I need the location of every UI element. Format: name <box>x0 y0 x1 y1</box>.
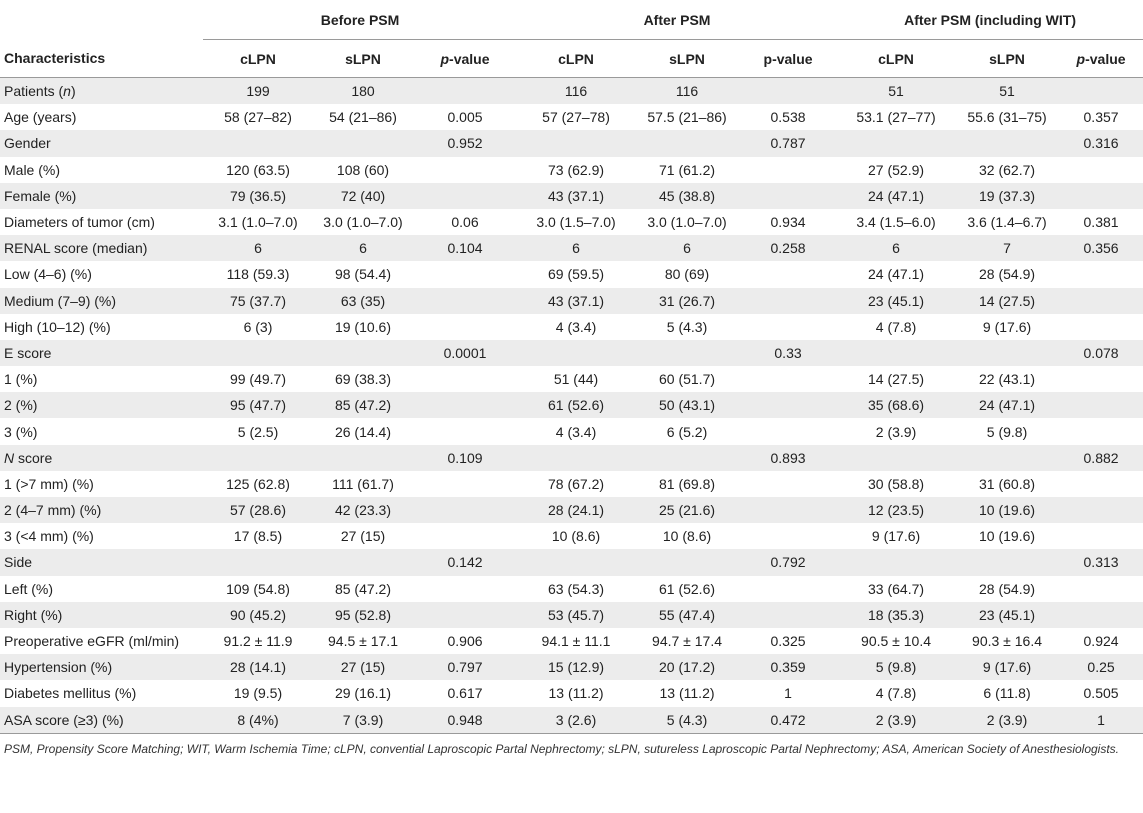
table-cell: 73 (62.9) <box>517 157 635 183</box>
row-label: Gender <box>0 130 203 156</box>
table-cell: 2 (3.9) <box>837 418 955 444</box>
row-label: 1 (>7 mm) (%) <box>0 471 203 497</box>
table-cell: 57 (27–78) <box>517 104 635 130</box>
table-cell: 3 (2.6) <box>517 707 635 734</box>
table-cell: 3.1 (1.0–7.0) <box>203 209 313 235</box>
table-cell <box>1059 418 1143 444</box>
table-cell: 90.5 ± 10.4 <box>837 628 955 654</box>
p-suffix: -value <box>1085 50 1126 67</box>
table-cell <box>739 471 837 497</box>
table-cell: 63 (54.3) <box>517 576 635 602</box>
table-cell: 28 (24.1) <box>517 497 635 523</box>
row-label: 2 (%) <box>0 392 203 418</box>
table-cell: 9 (17.6) <box>955 314 1059 340</box>
table-cell: 80 (69) <box>635 261 739 287</box>
column-header-row <box>0 40 1143 78</box>
table-cell: 4 (3.4) <box>517 418 635 444</box>
table-row <box>0 576 1143 602</box>
group-after-psm-wit: After PSM (including WIT) <box>837 0 1143 40</box>
table-cell: 8 (4%) <box>203 707 313 734</box>
italic-n: N <box>4 449 15 466</box>
row-label: E score <box>0 340 203 366</box>
row-label: Diabetes mellitus (%) <box>0 680 203 706</box>
table-cell: 43 (37.1) <box>517 183 635 209</box>
row-label: Hypertension (%) <box>0 654 203 680</box>
table-cell: 31 (26.7) <box>635 288 739 314</box>
table-cell: 1 <box>1059 707 1143 734</box>
table-cell: 2 (3.9) <box>837 707 955 734</box>
table-cell: 28 (54.9) <box>955 576 1059 602</box>
table-row <box>0 340 1143 366</box>
table-cell <box>517 445 635 471</box>
group-before-psm: Before PSM <box>203 0 517 40</box>
table-cell: 19 (9.5) <box>203 680 313 706</box>
p-letter: p <box>440 50 450 67</box>
table-cell: 0.934 <box>739 209 837 235</box>
table-cell <box>837 340 955 366</box>
table-cell: 6 (5.2) <box>635 418 739 444</box>
table-cell: 23 (45.1) <box>837 288 955 314</box>
table-cell: 98 (54.4) <box>313 261 413 287</box>
table-cell: 3.4 (1.5–6.0) <box>837 209 955 235</box>
table-cell: 79 (36.5) <box>203 183 313 209</box>
table-cell <box>739 366 837 392</box>
table-cell: 30 (58.8) <box>837 471 955 497</box>
row-label: Left (%) <box>0 576 203 602</box>
table-cell: 50 (43.1) <box>635 392 739 418</box>
table-cell: 125 (62.8) <box>203 471 313 497</box>
table-cell <box>739 576 837 602</box>
table-cell <box>203 549 313 575</box>
table-cell: 10 (8.6) <box>635 523 739 549</box>
table-cell <box>517 549 635 575</box>
table-body <box>0 78 1143 734</box>
table-cell: 99 (49.7) <box>203 366 313 392</box>
table-cell: 17 (8.5) <box>203 523 313 549</box>
table-cell: 54 (21–86) <box>313 104 413 130</box>
table-row <box>0 628 1143 654</box>
table-cell: 91.2 ± 11.9 <box>203 628 313 654</box>
table-cell <box>1059 288 1143 314</box>
table-cell <box>313 549 413 575</box>
table-cell <box>203 445 313 471</box>
table-cell: 23 (45.1) <box>955 602 1059 628</box>
table-cell: 180 <box>313 78 413 105</box>
table-cell <box>413 602 517 628</box>
table-cell: 43 (37.1) <box>517 288 635 314</box>
table-cell: 3.0 (1.0–7.0) <box>635 209 739 235</box>
table-row <box>0 288 1143 314</box>
row-label: Medium (7–9) (%) <box>0 288 203 314</box>
table-cell: 108 (60) <box>313 157 413 183</box>
table-cell: 0.505 <box>1059 680 1143 706</box>
row-label: Preoperative eGFR (ml/min) <box>0 628 203 654</box>
table-cell <box>955 549 1059 575</box>
table-row <box>0 314 1143 340</box>
table-cell <box>955 445 1059 471</box>
table-cell <box>413 183 517 209</box>
table-cell: 0.381 <box>1059 209 1143 235</box>
table-row <box>0 235 1143 261</box>
table-row <box>0 523 1143 549</box>
table-cell: 6 (11.8) <box>955 680 1059 706</box>
table-cell: 0.356 <box>1059 235 1143 261</box>
table-cell: 60 (51.7) <box>635 366 739 392</box>
col-wit-clpn: cLPN <box>837 40 955 78</box>
table-cell: 28 (14.1) <box>203 654 313 680</box>
table-cell <box>203 340 313 366</box>
table-cell: 6 (3) <box>203 314 313 340</box>
table-cell: 90 (45.2) <box>203 602 313 628</box>
table-cell <box>739 78 837 105</box>
table-cell <box>739 392 837 418</box>
table-cell: 53 (45.7) <box>517 602 635 628</box>
row-label: Age (years) <box>0 104 203 130</box>
col-before-clpn: cLPN <box>203 40 313 78</box>
row-label: ASA score (≥3) (%) <box>0 707 203 734</box>
table-cell: 118 (59.3) <box>203 261 313 287</box>
table-cell <box>739 314 837 340</box>
table-cell: 22 (43.1) <box>955 366 1059 392</box>
table-cell: 10 (19.6) <box>955 523 1059 549</box>
table-cell: 69 (59.5) <box>517 261 635 287</box>
table-cell: 0.0001 <box>413 340 517 366</box>
table-cell: 0.25 <box>1059 654 1143 680</box>
col-after-slpn: sLPN <box>635 40 739 78</box>
table-cell <box>203 130 313 156</box>
table-cell: 0.617 <box>413 680 517 706</box>
table-cell: 81 (69.8) <box>635 471 739 497</box>
table-cell <box>313 340 413 366</box>
table-cell: 14 (27.5) <box>837 366 955 392</box>
group-after-psm: After PSM <box>517 0 837 40</box>
table-cell <box>837 130 955 156</box>
row-label: Diameters of tumor (cm) <box>0 209 203 235</box>
table-row <box>0 471 1143 497</box>
table-cell: 6 <box>517 235 635 261</box>
col-before-pvalue <box>413 40 517 78</box>
table-cell: 0.359 <box>739 654 837 680</box>
table-cell: 0.893 <box>739 445 837 471</box>
table-cell: 10 (19.6) <box>955 497 1059 523</box>
table-cell: 29 (16.1) <box>313 680 413 706</box>
table-cell: 58 (27–82) <box>203 104 313 130</box>
table-cell: 6 <box>635 235 739 261</box>
italic-n: n <box>63 83 71 100</box>
table-cell <box>635 340 739 366</box>
table-row <box>0 707 1143 734</box>
table-cell <box>313 130 413 156</box>
table-cell: 0.787 <box>739 130 837 156</box>
table-cell: 14 (27.5) <box>955 288 1059 314</box>
table-cell: 5 (9.8) <box>955 418 1059 444</box>
table-cell: 25 (21.6) <box>635 497 739 523</box>
table-cell <box>517 340 635 366</box>
table-cell: 95 (52.8) <box>313 602 413 628</box>
table-row <box>0 366 1143 392</box>
table-cell <box>739 418 837 444</box>
table-cell: 0.078 <box>1059 340 1143 366</box>
table-cell <box>837 549 955 575</box>
table-cell: 51 (44) <box>517 366 635 392</box>
table-cell: 13 (11.2) <box>517 680 635 706</box>
row-label: N score <box>0 445 203 471</box>
table-cell: 95 (47.7) <box>203 392 313 418</box>
table-cell: 0.142 <box>413 549 517 575</box>
col-after-clpn: cLPN <box>517 40 635 78</box>
table-cell: 199 <box>203 78 313 105</box>
table-cell: 0.924 <box>1059 628 1143 654</box>
table-row <box>0 680 1143 706</box>
table-cell <box>413 288 517 314</box>
table-cell: 0.316 <box>1059 130 1143 156</box>
table-cell <box>313 445 413 471</box>
table-cell: 0.258 <box>739 235 837 261</box>
table-cell: 35 (68.6) <box>837 392 955 418</box>
table-cell <box>635 130 739 156</box>
table-cell <box>955 130 1059 156</box>
table-cell: 9 (17.6) <box>955 654 1059 680</box>
p-letter: p <box>1076 50 1086 67</box>
table-row <box>0 654 1143 680</box>
table-cell: 6 <box>837 235 955 261</box>
table-cell: 63 (35) <box>313 288 413 314</box>
table-cell: 24 (47.1) <box>837 261 955 287</box>
group-header-row <box>0 0 1143 40</box>
row-label: Side <box>0 549 203 575</box>
table-cell: 0.325 <box>739 628 837 654</box>
table-cell <box>517 130 635 156</box>
table-cell <box>413 314 517 340</box>
col-after-pvalue: p-value <box>739 40 837 78</box>
table-cell <box>413 366 517 392</box>
table-row <box>0 104 1143 130</box>
table-row <box>0 602 1143 628</box>
row-label: High (10–12) (%) <box>0 314 203 340</box>
table-cell <box>1059 261 1143 287</box>
table-cell <box>739 261 837 287</box>
table-cell: 12 (23.5) <box>837 497 955 523</box>
table-cell: 20 (17.2) <box>635 654 739 680</box>
table-cell: 24 (47.1) <box>837 183 955 209</box>
table-cell: 57.5 (21–86) <box>635 104 739 130</box>
table-cell: 109 (54.8) <box>203 576 313 602</box>
table-cell: 51 <box>955 78 1059 105</box>
table-row <box>0 549 1143 575</box>
table-cell: 45 (38.8) <box>635 183 739 209</box>
table-row <box>0 392 1143 418</box>
table-cell: 32 (62.7) <box>955 157 1059 183</box>
table-cell: 18 (35.3) <box>837 602 955 628</box>
table-cell <box>413 471 517 497</box>
table-cell: 28 (54.9) <box>955 261 1059 287</box>
col-before-slpn: sLPN <box>313 40 413 78</box>
table-cell: 94.5 ± 17.1 <box>313 628 413 654</box>
table-cell: 0.797 <box>413 654 517 680</box>
table-cell <box>955 340 1059 366</box>
table-cell: 51 <box>837 78 955 105</box>
row-label: Low (4–6) (%) <box>0 261 203 287</box>
table-row <box>0 261 1143 287</box>
col-characteristics: Characteristics <box>0 40 203 78</box>
table-cell: 0.313 <box>1059 549 1143 575</box>
table-cell <box>413 78 517 105</box>
table-cell: 0.472 <box>739 707 837 734</box>
row-label: 3 (%) <box>0 418 203 444</box>
row-label: 3 (<4 mm) (%) <box>0 523 203 549</box>
table-cell <box>635 549 739 575</box>
table-row <box>0 157 1143 183</box>
table-cell: 111 (61.7) <box>313 471 413 497</box>
table-row <box>0 78 1143 105</box>
table-cell: 0.33 <box>739 340 837 366</box>
table-cell: 4 (7.8) <box>837 314 955 340</box>
table-cell <box>413 392 517 418</box>
table-cell: 3.6 (1.4–6.7) <box>955 209 1059 235</box>
table-cell: 0.882 <box>1059 445 1143 471</box>
table-cell: 6 <box>313 235 413 261</box>
table-cell <box>739 157 837 183</box>
col-wit-pvalue <box>1059 40 1143 78</box>
table-row <box>0 497 1143 523</box>
table-cell <box>1059 576 1143 602</box>
table-cell: 5 (4.3) <box>635 707 739 734</box>
table-cell: 0.792 <box>739 549 837 575</box>
table-cell <box>739 497 837 523</box>
table-cell: 120 (63.5) <box>203 157 313 183</box>
table-cell: 55 (47.4) <box>635 602 739 628</box>
table-cell: 94.7 ± 17.4 <box>635 628 739 654</box>
table-cell: 116 <box>517 78 635 105</box>
row-label: RENAL score (median) <box>0 235 203 261</box>
table-cell: 24 (47.1) <box>955 392 1059 418</box>
table-cell <box>739 523 837 549</box>
row-label: Male (%) <box>0 157 203 183</box>
table-cell: 71 (61.2) <box>635 157 739 183</box>
table-cell: 75 (37.7) <box>203 288 313 314</box>
table-cell: 15 (12.9) <box>517 654 635 680</box>
table-cell: 27 (52.9) <box>837 157 955 183</box>
table-cell <box>1059 497 1143 523</box>
row-label: Right (%) <box>0 602 203 628</box>
table-cell <box>837 445 955 471</box>
table-cell <box>739 602 837 628</box>
table-cell: 85 (47.2) <box>313 576 413 602</box>
table-cell: 3.0 (1.5–7.0) <box>517 209 635 235</box>
table-cell <box>413 261 517 287</box>
table-cell: 61 (52.6) <box>635 576 739 602</box>
table-cell: 90.3 ± 16.4 <box>955 628 1059 654</box>
table-cell: 5 (2.5) <box>203 418 313 444</box>
table-cell <box>1059 314 1143 340</box>
table-cell <box>1059 78 1143 105</box>
table-cell <box>413 523 517 549</box>
table-row <box>0 130 1143 156</box>
table-cell: 7 <box>955 235 1059 261</box>
row-label: 2 (4–7 mm) (%) <box>0 497 203 523</box>
p-suffix: -value <box>449 50 490 67</box>
table-cell: 3.0 (1.0–7.0) <box>313 209 413 235</box>
table-cell: 31 (60.8) <box>955 471 1059 497</box>
table-cell: 0.109 <box>413 445 517 471</box>
table-cell: 10 (8.6) <box>517 523 635 549</box>
table-cell: 0.952 <box>413 130 517 156</box>
table-cell: 0.005 <box>413 104 517 130</box>
table-cell: 69 (38.3) <box>313 366 413 392</box>
table-cell: 7 (3.9) <box>313 707 413 734</box>
table-cell: 6 <box>203 235 313 261</box>
table-cell <box>413 497 517 523</box>
table-cell: 78 (67.2) <box>517 471 635 497</box>
table-cell: 0.06 <box>413 209 517 235</box>
table-cell <box>1059 183 1143 209</box>
table-cell <box>413 157 517 183</box>
table-cell: 0.538 <box>739 104 837 130</box>
table-cell: 33 (64.7) <box>837 576 955 602</box>
table-row <box>0 209 1143 235</box>
table-cell: 4 (7.8) <box>837 680 955 706</box>
table-row <box>0 418 1143 444</box>
table-cell: 53.1 (27–77) <box>837 104 955 130</box>
table-cell: 27 (15) <box>313 523 413 549</box>
table-cell: 5 (9.8) <box>837 654 955 680</box>
col-wit-slpn: sLPN <box>955 40 1059 78</box>
table-cell: 0.948 <box>413 707 517 734</box>
table-cell: 13 (11.2) <box>635 680 739 706</box>
table-row <box>0 445 1143 471</box>
table-cell: 19 (37.3) <box>955 183 1059 209</box>
table-cell <box>1059 392 1143 418</box>
table-cell <box>1059 366 1143 392</box>
table-cell <box>739 183 837 209</box>
table-cell <box>1059 523 1143 549</box>
table-cell: 0.906 <box>413 628 517 654</box>
table-cell: 27 (15) <box>313 654 413 680</box>
table-cell: 0.104 <box>413 235 517 261</box>
row-label: Female (%) <box>0 183 203 209</box>
table-cell <box>739 288 837 314</box>
table-cell: 4 (3.4) <box>517 314 635 340</box>
table-row <box>0 183 1143 209</box>
table-cell: 0.357 <box>1059 104 1143 130</box>
row-label: Patients (n) <box>0 78 203 105</box>
table-cell: 42 (23.3) <box>313 497 413 523</box>
table-cell <box>413 418 517 444</box>
table-cell <box>1059 157 1143 183</box>
table-cell: 26 (14.4) <box>313 418 413 444</box>
row-label: 1 (%) <box>0 366 203 392</box>
table-cell: 94.1 ± 11.1 <box>517 628 635 654</box>
table-cell <box>635 445 739 471</box>
table-cell: 57 (28.6) <box>203 497 313 523</box>
table-cell <box>413 576 517 602</box>
table-cell <box>1059 471 1143 497</box>
table-cell: 9 (17.6) <box>837 523 955 549</box>
table-cell: 55.6 (31–75) <box>955 104 1059 130</box>
table-cell: 61 (52.6) <box>517 392 635 418</box>
table-cell: 116 <box>635 78 739 105</box>
table-cell: 72 (40) <box>313 183 413 209</box>
table-footnote: PSM, Propensity Score Matching; WIT, Warm Ischemia Time; cLPN, convential Laproscopic Partal Nephrectomy; sLPN, sutureless Laproscopic Partal Nephrectomy; ASA, American Society of Anesthesiologists. <box>4 741 1120 756</box>
table-cell <box>1059 602 1143 628</box>
group-header-empty <box>0 0 203 40</box>
table-cell: 19 (10.6) <box>313 314 413 340</box>
table-cell: 1 <box>739 680 837 706</box>
table-cell: 5 (4.3) <box>635 314 739 340</box>
table-cell: 2 (3.9) <box>955 707 1059 734</box>
table-cell: 85 (47.2) <box>313 392 413 418</box>
